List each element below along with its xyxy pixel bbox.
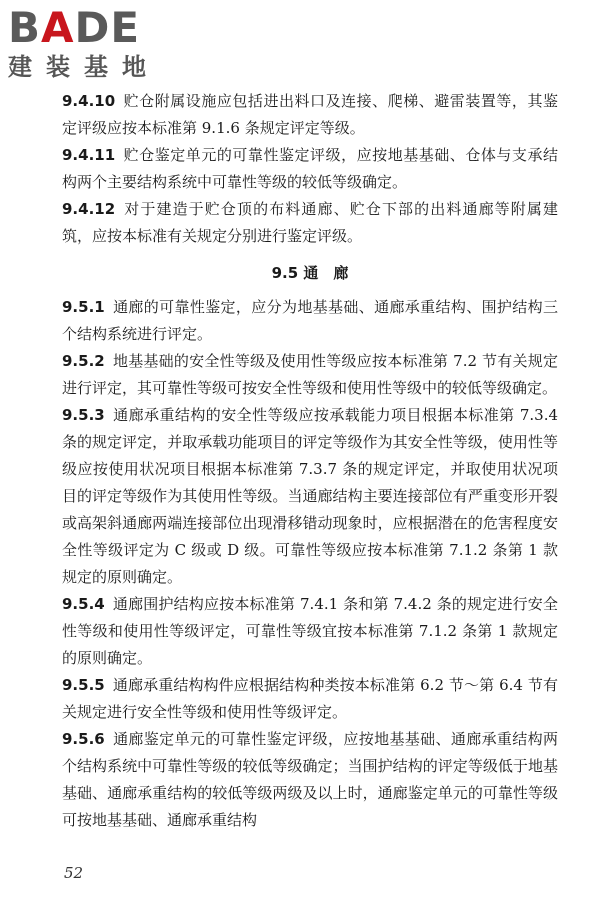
document-body	[62, 88, 558, 834]
clause-9-4-11: 9.4.11 贮仓鉴定单元的可靠性鉴定评级，应按地基基础、仓体与支承结构两个主要结构系统中可靠性等级的较低等级确定。	[62, 146, 558, 191]
clause-9-5-6: 9.5.6 通廊鉴定单元的可靠性鉴定评级，应按地基基础、通廊承重结构两个结构系统中可靠性等级的较低等级确定；当围护结构的评定等级低于地基基础、通廊承重结构的较低等级两级及以上时，通廊鉴定单元的可靠性等级可按地基基础、通廊承重结构	[62, 730, 558, 829]
clause-9-5-5: 9.5.5 通廊承重结构构件应根据结构种类按本标准第 6.2 节～第 6.4 节有关规定进行安全性等级和使用性等级评定。	[62, 676, 558, 721]
clause-9-5-3: 9.5.3 通廊承重结构的安全性等级应按承载能力项目根据本标准第 7.3.4 条的规定评定，并取承载功能项目的评定等级作为其安全性等级，使用性等级应按使用状况项目根据本标准第 7.3.7 条的规定评定，并取使用状况项目的评定等级作为其使用性等级。当通廊结构主要连接部位有严重变形开裂或高架斜通廊两端连接部位出现滑移错动现象时，应根据潜在的危害程度安全性等级评定为 C 级或 D 级。可靠性等级应按本标准第 7.1.2 条第 1 款规定的原则确定。	[62, 406, 558, 586]
clause-9-5-1: 9.5.1 通廊的可靠性鉴定，应分为地基基础、通廊承重结构、围护结构三个结构系统进行评定。	[62, 298, 558, 343]
clause-9-4-12: 9.4.12 对于建造于贮仓顶的布料通廊、贮仓下部的出料通廊等附属建筑，应按本标准有关规定分别进行鉴定评级。	[62, 200, 558, 245]
logo-subtitle: 建装基地	[8, 53, 160, 81]
clause-9-4-10: 9.4.10 贮仓附属设施应包括进出料口及连接、爬梯、避雷装置等，其鉴定评级应按本标准第 9.1.6 条规定评定等级。	[62, 92, 558, 137]
clause-9-5-4: 9.5.4 通廊围护结构应按本标准第 7.4.1 条和第 7.4.2 条的规定进行安全性等级和使用性等级评定，可靠性等级宜按本标准第 7.1.2 条第 1 款规定的原则确定。	[62, 595, 558, 667]
clause-9-5-2: 9.5.2 地基基础的安全性等级及使用性等级应按本标准第 7.2 节有关规定进行评定，其可靠性等级可按安全性等级和使用性等级中的较低等级确定。	[62, 352, 558, 397]
page-number: 52	[64, 864, 84, 882]
section-heading: 9.5 通 廊	[271, 264, 349, 282]
logo-wordmark: BADE	[8, 3, 141, 52]
brand-logo	[8, 3, 178, 86]
